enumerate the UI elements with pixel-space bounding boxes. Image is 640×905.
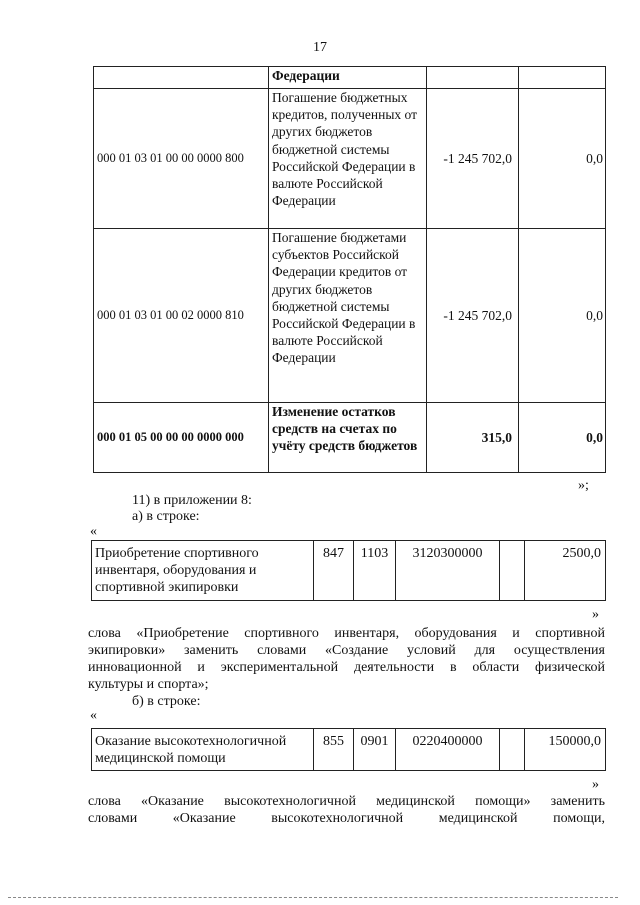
- row-code-3: 3120300000: [396, 541, 500, 601]
- replacement-text-line: культуры и спорта»;: [88, 677, 209, 692]
- appendix-row-table-a: [91, 540, 606, 601]
- row-value-1: -1 245 702,0: [427, 89, 519, 229]
- close-quote: »: [592, 777, 599, 792]
- row-code-2: 1103: [354, 541, 396, 601]
- table-row: [92, 729, 606, 771]
- row-code: 000 01 03 01 00 00 0000 800: [94, 89, 269, 229]
- row-code: [94, 67, 269, 89]
- budget-sources-table: [93, 66, 606, 473]
- row-code-4: [500, 541, 525, 601]
- row-description: Изменение остатков средств на счетах по учёту средств бюджетов: [269, 403, 427, 473]
- replacement-text-line: словами «Оказание высокотехнологичной медицинской помощи,: [88, 811, 605, 826]
- table-row: [92, 541, 606, 601]
- row-amount: 2500,0: [525, 541, 606, 601]
- row-value-1: -1 245 702,0: [427, 229, 519, 403]
- footer-divider: [8, 897, 618, 898]
- row-value-2: 0,0: [519, 89, 606, 229]
- replacement-text-line: инновационной и экспериментальной деятельности в области физической: [88, 660, 605, 675]
- row-code-4: [500, 729, 525, 771]
- open-quote: «: [90, 524, 97, 539]
- row-value-1: 315,0: [427, 403, 519, 473]
- row-name: Приобретение спортивного инвентаря, оборудования и спортивной экипировки: [92, 541, 314, 601]
- row-value-2: [519, 67, 606, 89]
- table-row: [94, 229, 606, 403]
- row-description: Погашение бюджетами субъектов Российской Федерации кредитов от других бюджетов бюджетной системы Российской Федерации в валюте Российской Федерации: [269, 229, 427, 403]
- appendix-row-table-b: [91, 728, 606, 771]
- table-row: [94, 67, 606, 89]
- row-code-2: 0901: [354, 729, 396, 771]
- row-amount: 150000,0: [525, 729, 606, 771]
- row-code-3: 0220400000: [396, 729, 500, 771]
- row-value-2: 0,0: [519, 403, 606, 473]
- page-number: 17: [313, 40, 327, 55]
- subsection-a: а) в строке:: [132, 509, 200, 524]
- row-description: Погашение бюджетных кредитов, полученных от других бюджетов бюджетной системы Российской Федерации в валюте Российской Федерации: [269, 89, 427, 229]
- replacement-text-line: экипировки» заменить словами «Создание условий для осуществления: [88, 643, 605, 658]
- row-name: Оказание высокотехнологичной медицинской помощи: [92, 729, 314, 771]
- close-quote: »: [592, 607, 599, 622]
- row-code: 000 01 03 01 00 02 0000 810: [94, 229, 269, 403]
- table-row: [94, 89, 606, 229]
- open-quote: «: [90, 708, 97, 723]
- row-description: Федерации: [269, 67, 427, 89]
- section-11-heading: 11) в приложении 8:: [132, 493, 252, 508]
- replacement-text-line: слова «Приобретение спортивного инвентаря, оборудования и спортивной: [88, 626, 605, 641]
- row-code-1: 855: [314, 729, 354, 771]
- replacement-text-line: слова «Оказание высокотехнологичной медицинской помощи» заменить: [88, 794, 605, 809]
- table-row: [94, 403, 606, 473]
- subsection-b: б) в строке:: [132, 694, 201, 709]
- row-value-1: [427, 67, 519, 89]
- row-code-1: 847: [314, 541, 354, 601]
- row-value-2: 0,0: [519, 229, 606, 403]
- closing-quote-semicolon: »;: [578, 478, 589, 493]
- row-code: 000 01 05 00 00 00 0000 000: [94, 403, 269, 473]
